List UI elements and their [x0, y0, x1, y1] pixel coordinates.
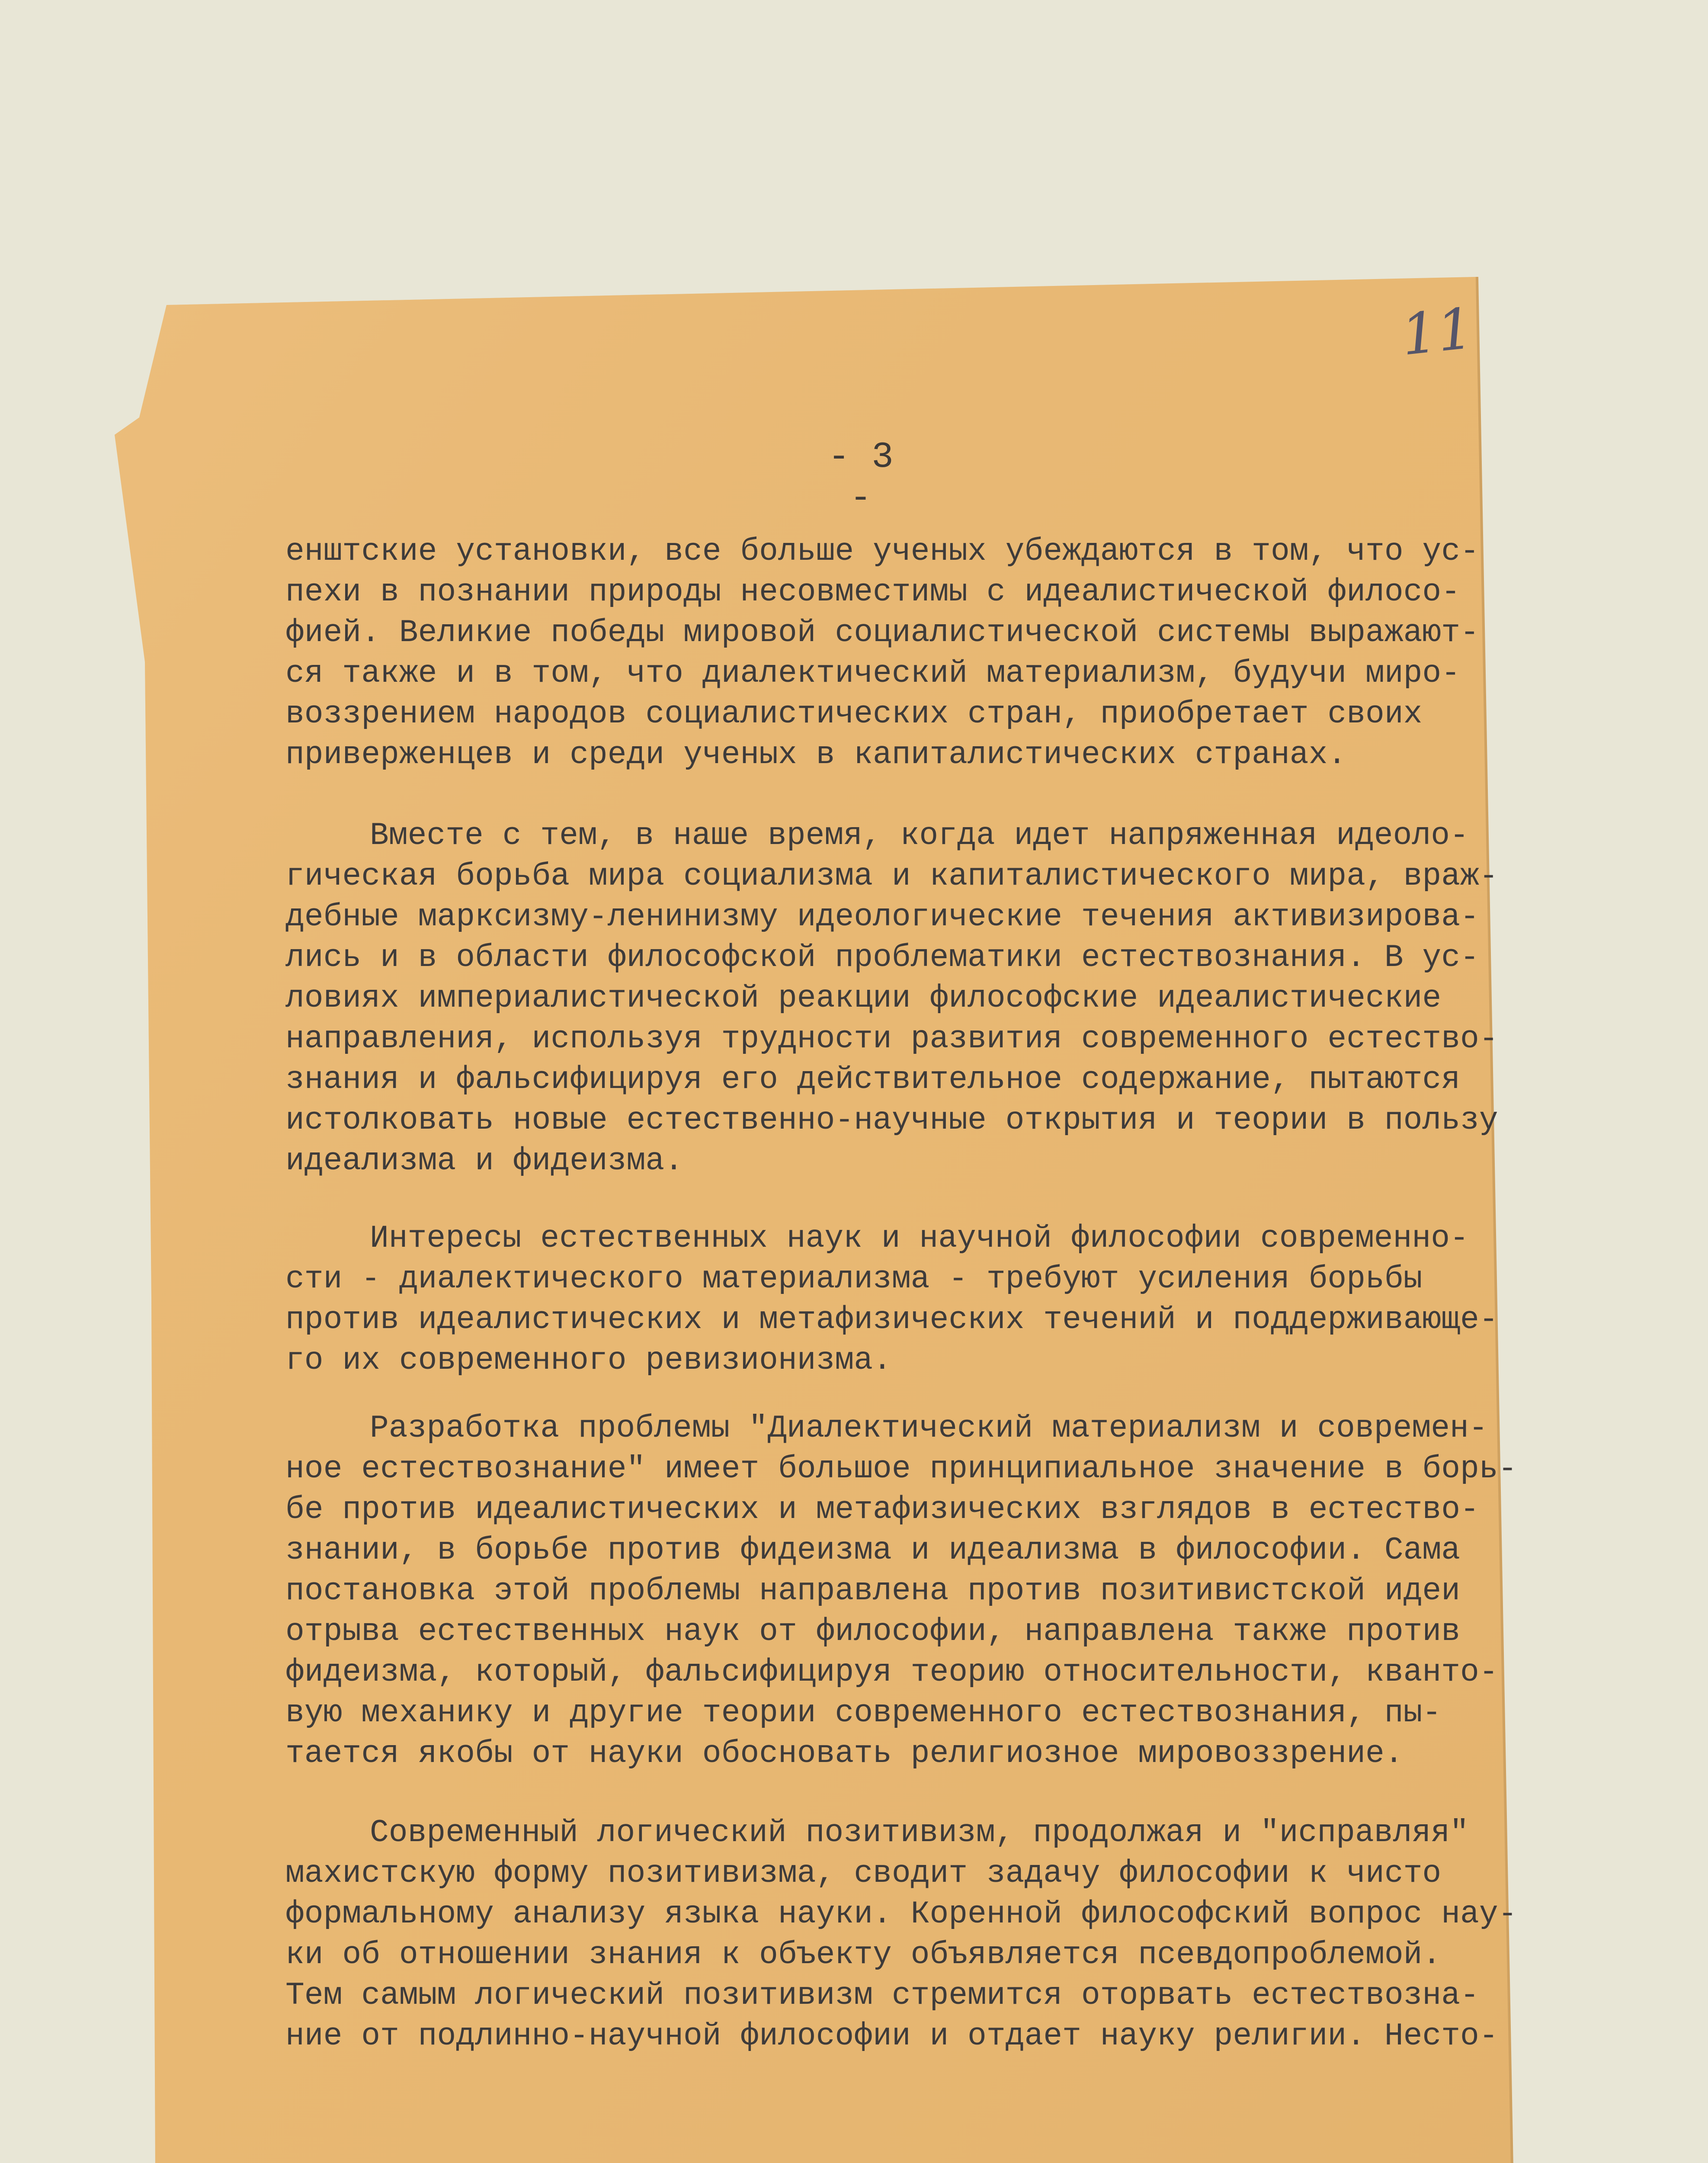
text-line: ние от подлинно-научной философии и отдает науку религии. Несто-	[285, 2018, 1498, 2054]
text-line: бе против идеалистических и метафизических взглядов в естество-	[285, 1492, 1479, 1528]
text-line: знания и фальсифицируя его действительное содержание, пытаются	[285, 1062, 1461, 1098]
text-line: енштские установки, все больше ученых убеждаются в том, что ус-	[285, 533, 1479, 569]
text-line: Вместе с тем, в наше время, когда идет напряженная идеоло-	[370, 818, 1469, 854]
text-line: вую механику и другие теории современного естествознания, пы-	[285, 1695, 1442, 1731]
text-line: приверженцев и среди ученых в капиталистических странах.	[285, 737, 1347, 773]
text-line: махистскую форму позитивизма, сводит задачу философии к чисто	[285, 1855, 1442, 1891]
text-line: ное естествознание" имеет большое принципиальное значение в борь-	[285, 1451, 1517, 1487]
page-number: - 3 -	[828, 437, 894, 519]
text-line: Интересы естественных наук и научной философии современно-	[370, 1220, 1469, 1256]
text-line: ки об отношении знания к объекту объявляется псевдопроблемой.	[285, 1937, 1442, 1973]
text-line: го их современного ревизионизма.	[285, 1342, 892, 1378]
text-line: знании, в борьбе против фидеизма и идеализма в философии. Сама	[285, 1532, 1461, 1568]
text-line: гическая борьба мира социализма и капиталистического мира, враж-	[285, 858, 1498, 894]
paragraph-2	[285, 815, 1498, 1181]
paragraph-3	[285, 1218, 1498, 1381]
text-line: ловиях империалистической реакции философские идеалистические	[285, 980, 1442, 1016]
text-line: фидеизма, который, фальсифицируя теорию относительности, кванто-	[285, 1654, 1498, 1690]
text-line: воззрением народов социалистических стран, приобретает своих	[285, 696, 1423, 732]
text-line: истолковать новые естественно-научные открытия и теории в пользу	[285, 1102, 1498, 1138]
paragraph-5	[285, 1813, 1517, 2057]
text-line: Разработка проблемы "Диалектический материализм и современ-	[370, 1410, 1488, 1446]
text-line: направления, используя трудности развития современного естество-	[285, 1021, 1498, 1057]
text-line: тается якобы от науки обосновать религиозное мировоззрение.	[285, 1736, 1404, 1771]
archive-page-number-handwritten: 11	[1398, 295, 1477, 368]
text-line: ся также и в том, что диалектический материализм, будучи миро-	[285, 655, 1461, 691]
text-line: Тем самым логический позитивизм стремится оторвать естествозна-	[285, 1977, 1479, 2013]
text-line: идеализма и фидеизма.	[285, 1143, 683, 1179]
text-line: сти - диалектического материализма - требуют усиления борьбы	[285, 1261, 1423, 1297]
text-line: формальному анализу языка науки. Коренной философский вопрос нау-	[285, 1896, 1517, 1932]
text-line: против идеалистических и метафизических течений и поддерживающе-	[285, 1302, 1498, 1338]
text-line: дебные марксизму-ленинизму идеологические течения активизирова-	[285, 899, 1479, 935]
text-line: Современный логический позитивизм, продолжая и "исправляя"	[370, 1815, 1469, 1851]
text-line: пехи в познании природы несовместимы с идеалистической филосо-	[285, 574, 1461, 610]
text-line: фией. Великие победы мировой социалистической системы выражают-	[285, 615, 1479, 651]
text-line: лись и в области философской проблематики естествознания. В ус-	[285, 940, 1479, 976]
paragraph-4	[285, 1408, 1517, 1774]
text-line: отрыва естественных наук от философии, направлена также против	[285, 1614, 1461, 1650]
paragraph-1	[285, 531, 1479, 775]
text-line: постановка этой проблемы направлена против позитивистской идеи	[285, 1573, 1461, 1609]
